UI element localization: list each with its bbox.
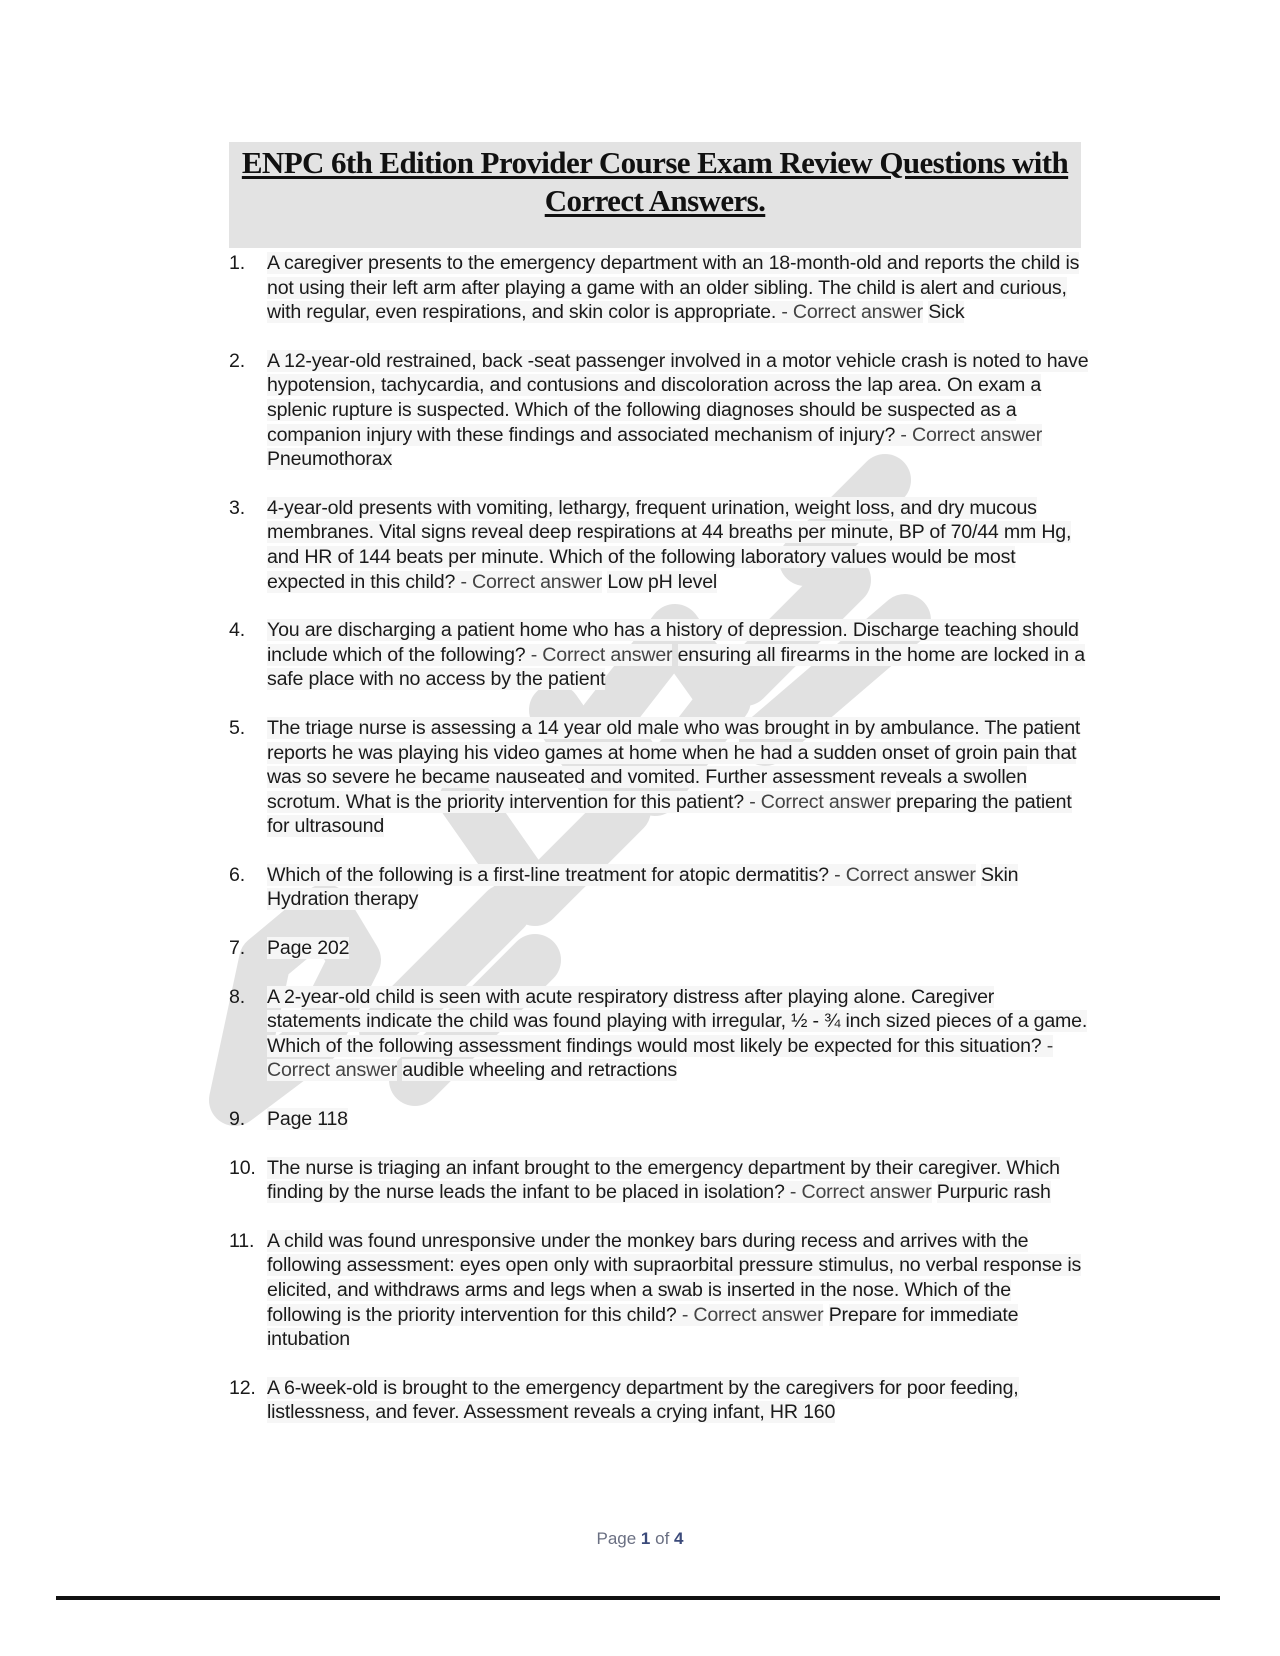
question-text: Page 202 xyxy=(267,937,350,960)
title-banner xyxy=(229,142,1081,248)
answer-text: Skin Hydration therapy xyxy=(267,863,1019,911)
question-text: The triage nurse is assessing a 14 year old male who was brought in by ambulance. The patient reports he was playing his video games at home when he had a sudden onset of groin pain that was so severe he became nauseated and vomited. Further assessment reveals a swollen scrotum. What is the priority intervention for this patient? xyxy=(267,716,1081,813)
correct-answer-label: Correct answer xyxy=(693,1303,824,1326)
answer-separator: - xyxy=(743,790,761,813)
correct-answer-label: Correct answer xyxy=(845,863,976,886)
question-number: 4. xyxy=(229,619,245,642)
question-list xyxy=(229,251,1089,1449)
answer-separator: - xyxy=(1041,1034,1054,1057)
question-number: 6. xyxy=(229,863,245,886)
question-item-12 xyxy=(229,1376,1089,1425)
answer-separator: - xyxy=(676,1303,694,1326)
correct-answer-label: Correct answer xyxy=(267,1059,398,1082)
question-text: A 12-year-old restrained, back -seat passenger involved in a motor vehicle crash is noted to have hypotension, tachycardia, and contusions and discoloration across the lap area. On exam a splenic rupture is suspected. Which of the following diagnoses should be suspected as a companion injury with these findings and associated mechanism of injury? xyxy=(267,349,1089,446)
answer-text: Low pH level xyxy=(607,570,718,593)
question-number: 8. xyxy=(229,985,245,1008)
question-text: A caregiver presents to the emergency department with an 18-month-old and reports the child is not using their left arm after playing a game with an older sibling. The child is alert and curious, with regular, even respirations, and skin color is appropriate. xyxy=(267,252,1080,324)
answer-separator: - xyxy=(776,301,793,324)
footer-total-pages: 4 xyxy=(674,1529,684,1548)
question-item-5 xyxy=(229,716,1089,839)
question-text: The nurse is triaging an infant brought to the emergency department by their caregiver. Which finding by the nurse leads the infant to be placed in isolation? xyxy=(267,1156,1060,1204)
correct-answer-label: Correct answer xyxy=(792,301,923,324)
answer-separator: - xyxy=(828,863,846,886)
question-number: 11. xyxy=(229,1229,255,1252)
answer-text: Pneumothorax xyxy=(267,448,393,471)
correct-answer-label: Correct answer xyxy=(760,790,891,813)
question-number: 7. xyxy=(229,937,245,960)
question-text: Which of the following is a first-line treatment for atopic dermatitis? xyxy=(267,863,829,886)
answer-text: Sick xyxy=(928,301,965,324)
question-item-9 xyxy=(229,1107,1089,1132)
question-item-1 xyxy=(229,251,1089,325)
question-text: A child was found unresponsive under the monkey bars during recess and arrives with the following assessment: eyes open only with supraorbital pressure stimulus, no verbal response is elicited, and withdraws arms and legs when a swab is inserted in the nose. Which of the following is the priority intervention for this child? xyxy=(267,1229,1082,1326)
answer-text: Prepare for immediate intubation xyxy=(267,1303,1019,1351)
question-item-8 xyxy=(229,985,1089,1083)
page-footer xyxy=(0,1529,1280,1549)
question-number: 12. xyxy=(229,1376,256,1399)
answer-text: audible wheeling and retractions xyxy=(402,1059,677,1082)
answer-text: preparing the patient for ultrasound xyxy=(267,790,1072,838)
correct-answer-label: Correct answer xyxy=(542,643,673,666)
footer-current-page: 1 xyxy=(640,1529,651,1548)
answer-text: Purpuric rash xyxy=(936,1181,1051,1204)
question-number: 9. xyxy=(229,1108,245,1131)
answer-separator: - xyxy=(455,570,473,593)
footer-divider xyxy=(56,1596,1220,1600)
page-title-line-1: ENPC 6th Edition Provider Course Exam Review Questions with xyxy=(241,145,1069,180)
question-number: 10. xyxy=(229,1156,256,1179)
question-item-4 xyxy=(229,618,1089,692)
question-number: 3. xyxy=(229,496,245,519)
correct-answer-label: Correct answer xyxy=(912,423,1043,446)
answer-separator: - xyxy=(525,643,543,666)
footer-page-word: Page xyxy=(596,1529,637,1548)
page-title-line-2: Correct Answers. xyxy=(544,183,766,218)
question-item-3 xyxy=(229,496,1089,594)
correct-answer-label: Correct answer xyxy=(801,1181,932,1204)
answer-text: ensuring all firearms in the home are locked in a safe place with no access by the patient xyxy=(267,643,1085,691)
answer-separator: - xyxy=(895,423,912,446)
question-text: A 6-week-old is brought to the emergency department by the caregivers for poor feeding, listlessness, and fever. Assessment reveals a crying infant, HR 160 xyxy=(267,1376,1019,1424)
question-item-7 xyxy=(229,936,1089,961)
footer-of-word: of xyxy=(655,1529,670,1548)
question-item-6 xyxy=(229,863,1089,912)
question-item-2 xyxy=(229,349,1089,472)
question-item-10 xyxy=(229,1156,1089,1205)
question-item-11 xyxy=(229,1229,1089,1352)
answer-separator: - xyxy=(784,1181,802,1204)
correct-answer-label: Correct answer xyxy=(472,570,603,593)
question-number: 2. xyxy=(229,349,245,372)
question-number: 1. xyxy=(229,252,245,274)
question-text: A 2-year-old child is seen with acute respiratory distress after playing alone. Caregiver statements indicate the child was found playing with irregular, ½ - ¾ inch sized pieces of a game. Which of the following assessment findings would most likely be expected for this situation? xyxy=(267,985,1088,1057)
question-text: 4-year-old presents with vomiting, lethargy, frequent urination, weight loss, and dry mucous membranes. Vital signs reveal deep respirations at 44 breaths per minute, BP of 70/44 mm Hg, and HR of 144 beats per minute. Which of the following laboratory values would be most expected in this child? xyxy=(267,496,1072,593)
question-number: 5. xyxy=(229,716,245,739)
question-text: Page 118 xyxy=(267,1108,348,1131)
question-text: You are discharging a patient home who has a history of depression. Discharge teaching should include which of the following? xyxy=(267,619,1079,666)
